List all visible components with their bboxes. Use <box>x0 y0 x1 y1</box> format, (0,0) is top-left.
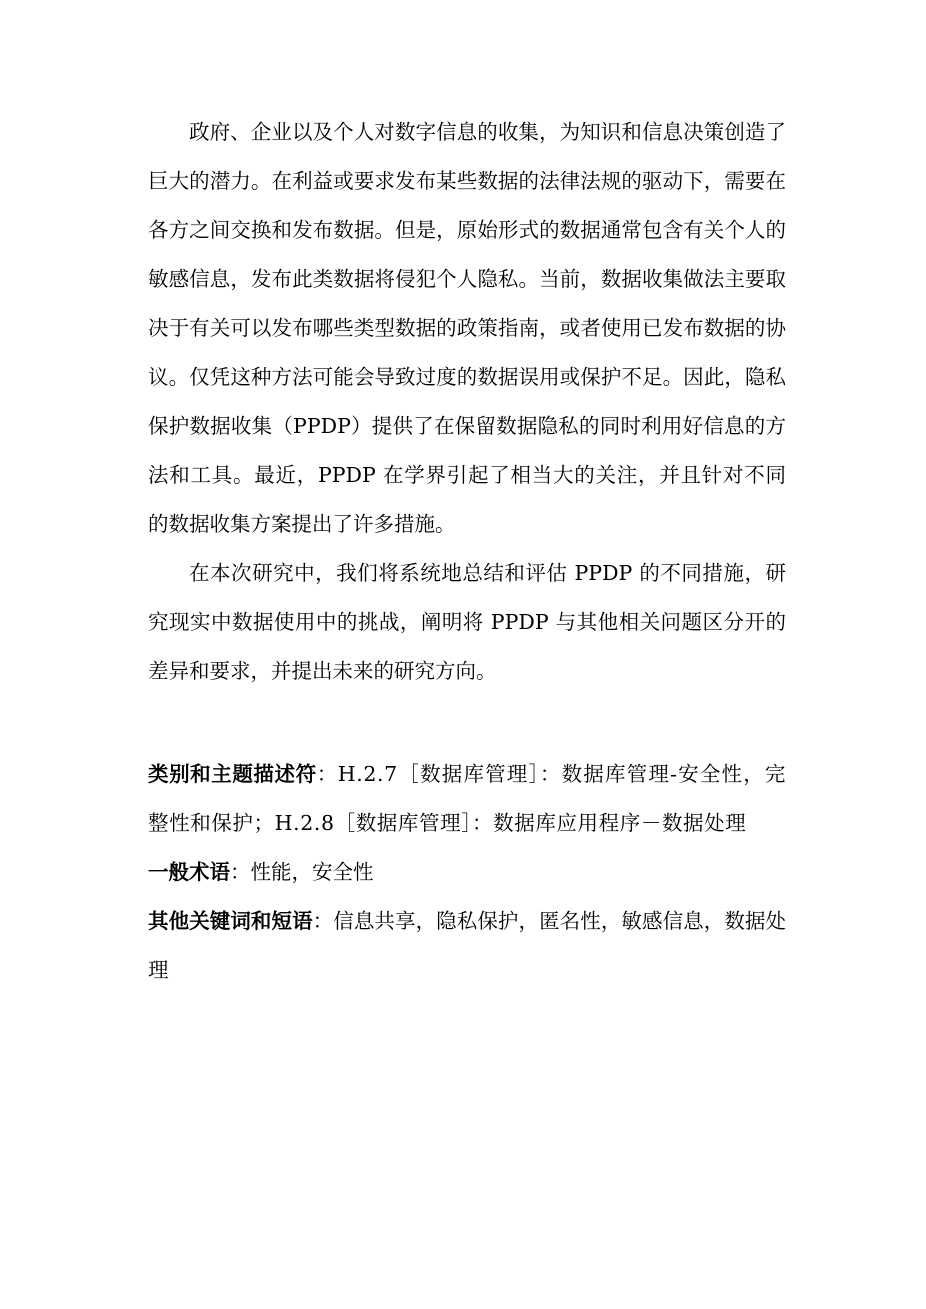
keyword-value-categories: H.2.7［数据库管理］：数据库管理-安全性，完整性和保护；H.2.8［数据库管理］：数据库应用程序－数据处理 <box>148 762 787 835</box>
paragraph-2: 在本次研究中，我们将系统地总结和评估 PPDP 的不同措施，研究现实中数据使用中的挑战，阐明将 PPDP 与其他相关问题区分开的差异和要求，并提出未来的研究方向。 <box>148 561 786 683</box>
paragraph-1: 政府、企业以及个人对数字信息的收集，为知识和信息决策创造了巨大的潜力。在利益或要求发布某些数据的法律法规的驱动下，需要在各方之间交换和发布数据。但是，原始形式的数据通常包含有关个人的敏感信息，发布此类数据将侵犯个人隐私。当前，数据收集做法主要取决于有关可以发布哪些类型数据的政策指南，或者使用已发布数据的协议。仅凭这种方法可能会导致过度的数据误用或保护不足。因此，隐私保护数据收集（PPDP）提供了在保留数据隐私的同时利用好信息的方法和工具。最近，PPDP 在学界引起了相当大的关注，并且针对不同的数据收集方案提出了许多措施。 <box>148 120 786 536</box>
keyword-label-additional: 其他关键词和短语 <box>148 909 313 933</box>
keywords-section <box>148 750 786 995</box>
keyword-line-categories <box>148 750 786 848</box>
keyword-label-categories: 类别和主题描述符 <box>148 762 317 786</box>
keyword-separator-general-terms: ： <box>230 860 251 884</box>
keyword-line-additional <box>148 897 786 995</box>
keyword-separator-additional: ： <box>312 909 334 933</box>
keyword-value-general-terms: 性能，安全性 <box>250 860 374 884</box>
document-body <box>148 108 786 696</box>
keyword-value-additional: 信息共享，隐私保护，匿名性，敏感信息，数据处理 <box>148 909 787 982</box>
keyword-label-general-terms: 一般术语 <box>148 860 230 884</box>
keyword-separator-categories: ： <box>316 762 338 786</box>
keyword-line-general-terms <box>148 848 786 897</box>
section-spacer <box>148 696 786 750</box>
